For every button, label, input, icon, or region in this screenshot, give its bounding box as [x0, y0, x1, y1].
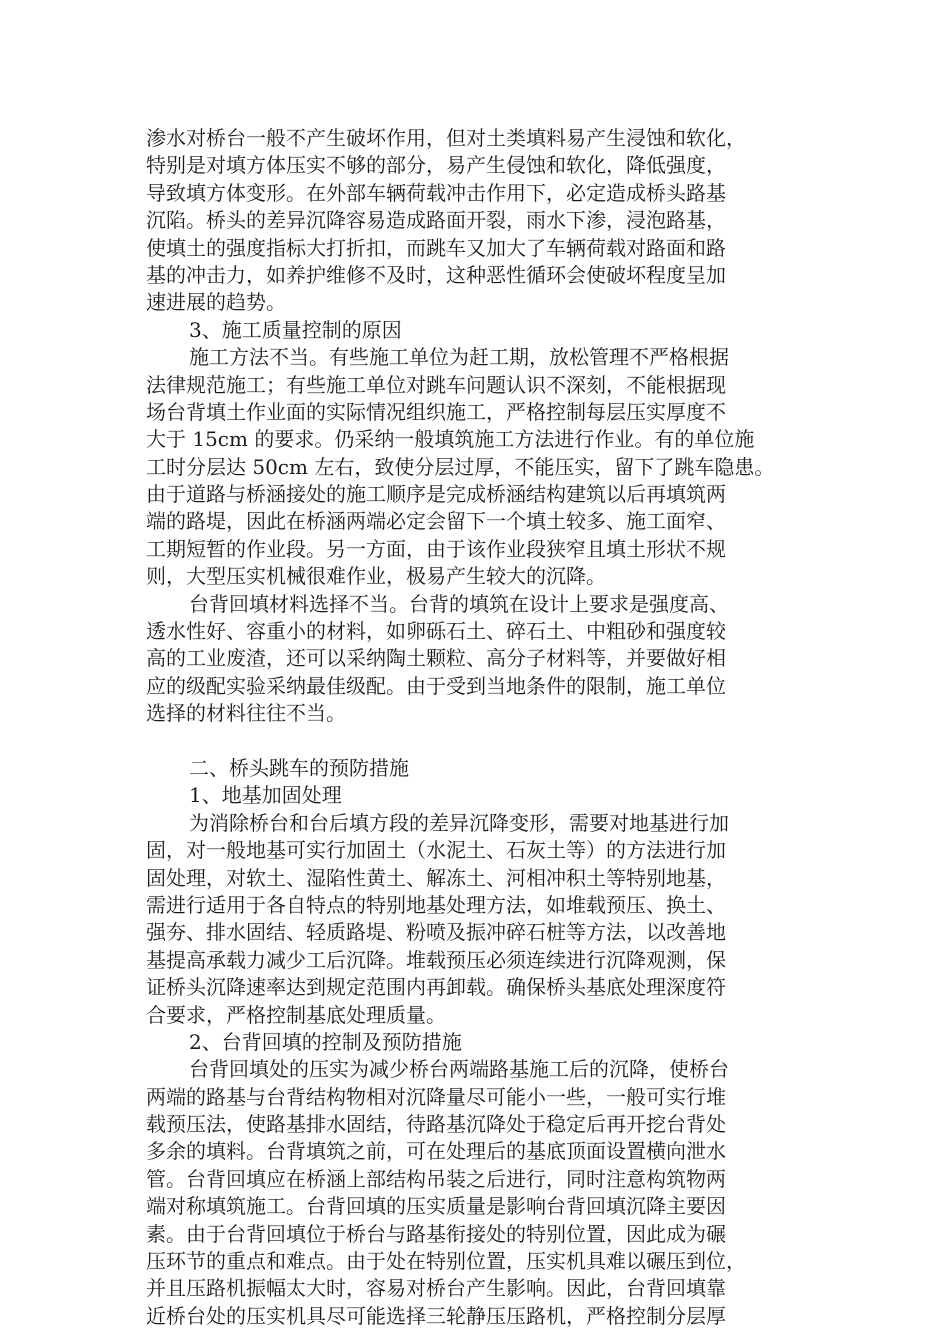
text-line: 固处理，对软土、湿陷性黄土、解冻土、河相冲积土等特别地基， — [146, 865, 726, 890]
text-line: 应的级配实验采纳最佳级配。由于受到当地条件的限制，施工单位 — [146, 673, 726, 698]
paragraph-foundation-treatment — [146, 810, 826, 1029]
subheading-foundation: 1、地基加固处理 — [189, 783, 342, 808]
text-line: 固，对一般地基可实行加固土（水泥土、石灰土等）的方法进行加 — [146, 838, 726, 863]
section-heading-prevention: 二、桥头跳车的预防措施 — [189, 755, 409, 780]
text-line: 素。由于台背回填位于桥台与路基衔接处的特别位置，因此成为碾 — [146, 1221, 726, 1246]
text-line: 法律规范施工；有些施工单位对跳车问题认识不深刻，不能根据现 — [146, 372, 726, 397]
text-line: 场台背填土作业面的实际情况组织施工，严格控制每层压实厚度不 — [146, 399, 726, 424]
document-body — [146, 125, 826, 1330]
text-line: 压环节的重点和难点。由于处在特别位置，压实机具难以碾压到位， — [146, 1249, 746, 1274]
text-line: 多余的填料。台背填筑之前，可在处理后的基底顶面设置横向泄水 — [146, 1139, 726, 1164]
text-line: 透水性好、容重小的材料，如卵砾石土、碎石土、中粗砂和强度较 — [146, 619, 726, 644]
blank-line — [146, 728, 826, 755]
text-line: 合要求，严格控制基底处理质量。 — [146, 1002, 446, 1027]
text-line: 台背回填处的压实为减少桥台两端路基施工后的沉降，使桥台 — [189, 1057, 729, 1082]
text-line: 工时分层达 50cm 左右，致使分层过厚，不能压实，留下了跳车隐患。 — [146, 454, 775, 479]
text-line: 管。台背回填应在桥涵上部结构吊装之后进行，同时注意构筑物两 — [146, 1166, 726, 1191]
text-line: 证桥头沉降速率达到规定范围内再卸载。确保桥头基底处理深度符 — [146, 975, 726, 1000]
text-line: 强夯、排水固结、轻质路堤、粉喷及振冲碎石桩等方法，以改善地 — [146, 920, 726, 945]
text-line: 导致填方体变形。在外部车辆荷载冲击作用下，必定造成桥头路基 — [146, 180, 726, 205]
text-line: 需进行适用于各自特点的特别地基处理方法，如堆载预压、换土、 — [146, 892, 726, 917]
text-line: 沉陷。桥头的差异沉降容易造成路面开裂，雨水下渗，浸泡路基， — [146, 208, 726, 233]
text-line: 端的路堤，因此在桥涵两端必定会留下一个填土较多、施工面窄、 — [146, 509, 726, 534]
text-line: 基的冲击力，如养护维修不及时，这种恶性循环会使破坏程度呈加 — [146, 262, 726, 287]
text-line: 由于道路与桥涵接处的施工顺序是完成桥涵结构建筑以后再填筑两 — [146, 482, 726, 507]
text-line: 端对称填筑施工。台背回填的压实质量是影响台背回填沉降主要因 — [146, 1194, 726, 1219]
text-line: 台背回填材料选择不当。台背的填筑在设计上要求是强度高、 — [189, 591, 729, 616]
text-line: 施工方法不当。有些施工单位为赶工期，放松管理不严格根据 — [189, 345, 729, 370]
text-line: 速进展的趋势。 — [146, 290, 286, 315]
text-line: 两端的路基与台背结构物相对沉降量尽可能小一些，一般可实行堆 — [146, 1084, 726, 1109]
text-line: 工期短暂的作业段。另一方面，由于该作业段狭窄且填土形状不规 — [146, 536, 726, 561]
subheading-construction-quality: 3、施工质量控制的原因 — [189, 317, 402, 342]
text-line: 为消除桥台和台后填方段的差异沉降变形，需要对地基进行加 — [189, 810, 729, 835]
text-line: 特别是对填方体压实不够的部分，易产生侵蚀和软化，降低强度， — [146, 153, 726, 178]
text-line: 则，大型压实机械很难作业，极易产生较大的沉降。 — [146, 564, 606, 589]
text-line: 使填土的强度指标大打折扣，而跳车又加大了车辆荷载对路面和路 — [146, 235, 726, 260]
paragraph-backfill-material — [146, 591, 826, 728]
paragraph-seepage-effects — [146, 125, 826, 317]
text-line: 载预压法，使路基排水固结，待路基沉降处于稳定后再开挖台背处 — [146, 1112, 726, 1137]
text-line: 渗水对桥台一般不产生破坏作用，但对土类填料易产生浸蚀和软化， — [146, 126, 746, 150]
text-line: 基提高承载力减少工后沉降。堆载预压必须连续进行沉降观测，保 — [146, 947, 726, 972]
subheading-backfill-control: 2、台背回填的控制及预防措施 — [189, 1029, 462, 1054]
text-line: 选择的材料往往不当。 — [146, 701, 346, 726]
text-line: 近桥台处的压实机具尽可能选择三轮静压压路机，严格控制分层厚 — [146, 1303, 726, 1328]
paragraph-backfill-compaction — [146, 1056, 826, 1330]
text-line: 并且压路机振幅太大时，容易对桥台产生影响。因此，台背回填靠 — [146, 1276, 726, 1301]
paragraph-construction-method — [146, 344, 826, 591]
text-line: 大于 15cm 的要求。仍采纳一般填筑施工方法进行作业。有的单位施 — [146, 427, 755, 452]
text-line: 高的工业废渣，还可以采纳陶土颗粒、高分子材料等，并要做好相 — [146, 646, 726, 671]
